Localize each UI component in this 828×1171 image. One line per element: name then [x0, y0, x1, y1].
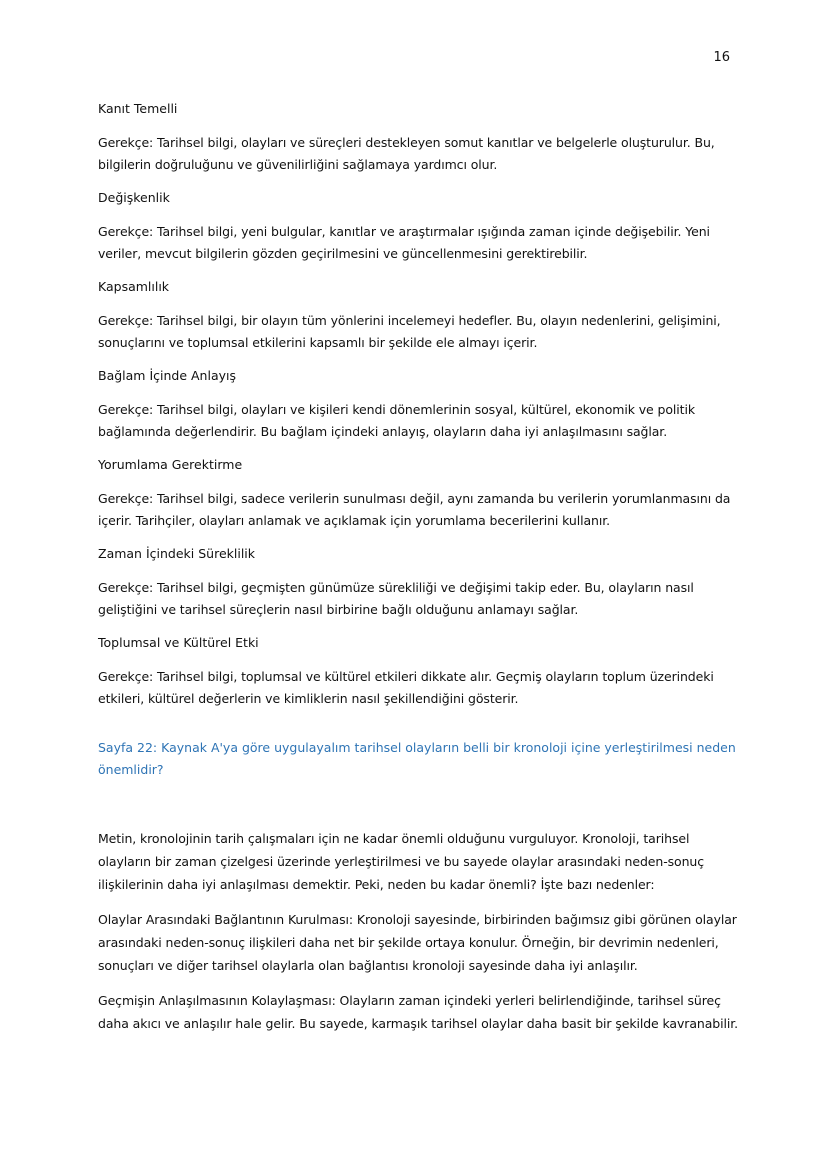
question-heading: Sayfa 22: Kaynak A'ya göre uygulayalım tarihsel olayların belli bir kronoloji içine yerleştirilmesi neden önemlidir? [98, 740, 736, 777]
answer-paragraph: Olaylar Arasındaki Bağlantının Kurulması: Kronoloji sayesinde, birbirinden bağımsız gibi görünen olaylar arasındaki neden-sonuç ilişkileri daha net bir şekilde ortaya konulur. Örneğin, bir devrimin nedenleri, sonuçları ve diğer tarihsel olaylarla olan bağlantısı kronoloji sayesinde daha iyi anlaşılır. [98, 912, 737, 973]
section-kapsamlilik [98, 278, 738, 354]
section-text: Gerekçe: Tarihsel bilgi, yeni bulgular, kanıtlar ve araştırmalar ışığında zaman içinde değişebilir. Yeni veriler, mevcut bilgilerin gözden geçirilmesini ve güncellenmesini gerektirebilir. [98, 224, 710, 261]
section-heading: Kanıt Temelli [98, 101, 178, 116]
section-heading: Değişkenlik [98, 190, 170, 205]
section-text: Gerekçe: Tarihsel bilgi, olayları ve süreçleri destekleyen somut kanıtlar ve belgelerle oluşturulur. Bu, bilgilerin doğruluğunu ve güvenilirliğini sağlamaya yardımcı olur. [98, 135, 715, 172]
section-text: Gerekçe: Tarihsel bilgi, toplumsal ve kültürel etkileri dikkate alır. Geçmiş olayların toplum üzerindeki etkileri, kültürel değerlerin ve kimliklerin nasıl şekillendiğini gösterir. [98, 669, 714, 706]
answer-paragraph: Geçmişin Anlaşılmasının Kolaylaşması: Olayların zaman içindeki yerleri belirlendiğinde, tarihsel süreç daha akıcı ve anlaşılır hale gelir. Bu sayede, karmaşık tarihsel olaylar daha basit bir şekilde kavranabilir. [98, 993, 738, 1031]
section-yorumlama [98, 456, 738, 532]
section-toplumsal-etki [98, 634, 738, 710]
section-sureklilik [98, 545, 738, 621]
section-heading: Yorumlama Gerektirme [98, 457, 243, 472]
section-heading: Bağlam İçinde Anlayış [98, 368, 236, 383]
section-text: Gerekçe: Tarihsel bilgi, olayları ve kişileri kendi dönemlerinin sosyal, kültürel, ekonomik ve politik bağlamında değerlendirir. Bu bağlam içindeki anlayış, olayların daha iyi anlaşılmasını sağlar. [98, 402, 695, 439]
section-degiskenlik [98, 189, 738, 265]
section-heading: Toplumsal ve Kültürel Etki [98, 635, 259, 650]
section-text: Gerekçe: Tarihsel bilgi, geçmişten günümüze sürekliliği ve değişimi takip eder. Bu, olayların nasıl geliştiğini ve tarihsel süreçlerin nasıl birbirine bağlı olduğunu anlamayı sağlar. [98, 580, 694, 617]
section-kanit-temelli [98, 100, 738, 176]
section-heading: Zaman İçindeki Süreklilik [98, 546, 256, 561]
section-baglam [98, 367, 738, 443]
section-text: Gerekçe: Tarihsel bilgi, bir olayın tüm yönlerini incelemeyi hedefler. Bu, olayın nedenlerini, gelişimini, sonuçlarını ve toplumsal etkilerini kapsamlı bir şekilde ele almayı içerir. [98, 313, 721, 350]
document-body [98, 100, 738, 1047]
section-heading: Kapsamlılık [98, 279, 170, 294]
answer-paragraph: Metin, kronolojinin tarih çalışmaları için ne kadar önemli olduğunu vurguluyor. Kronoloji, tarihsel olayların bir zaman çizelgesi üzerinde yerleştirilmesi ve bu sayede olaylar arasındaki neden-sonuç ilişkilerinin daha iyi anlaşılması demektir. Peki, neden bu kadar önemli? İşte bazı nedenler: [98, 831, 705, 892]
page-number: 16 [713, 50, 730, 65]
section-text: Gerekçe: Tarihsel bilgi, sadece verilerin sunulması değil, aynı zamanda bu verilerin yorumlanmasını da içerir. Tarihçiler, olayları anlamak ve açıklamak için yorumlama becerilerini kullanır. [98, 491, 731, 528]
